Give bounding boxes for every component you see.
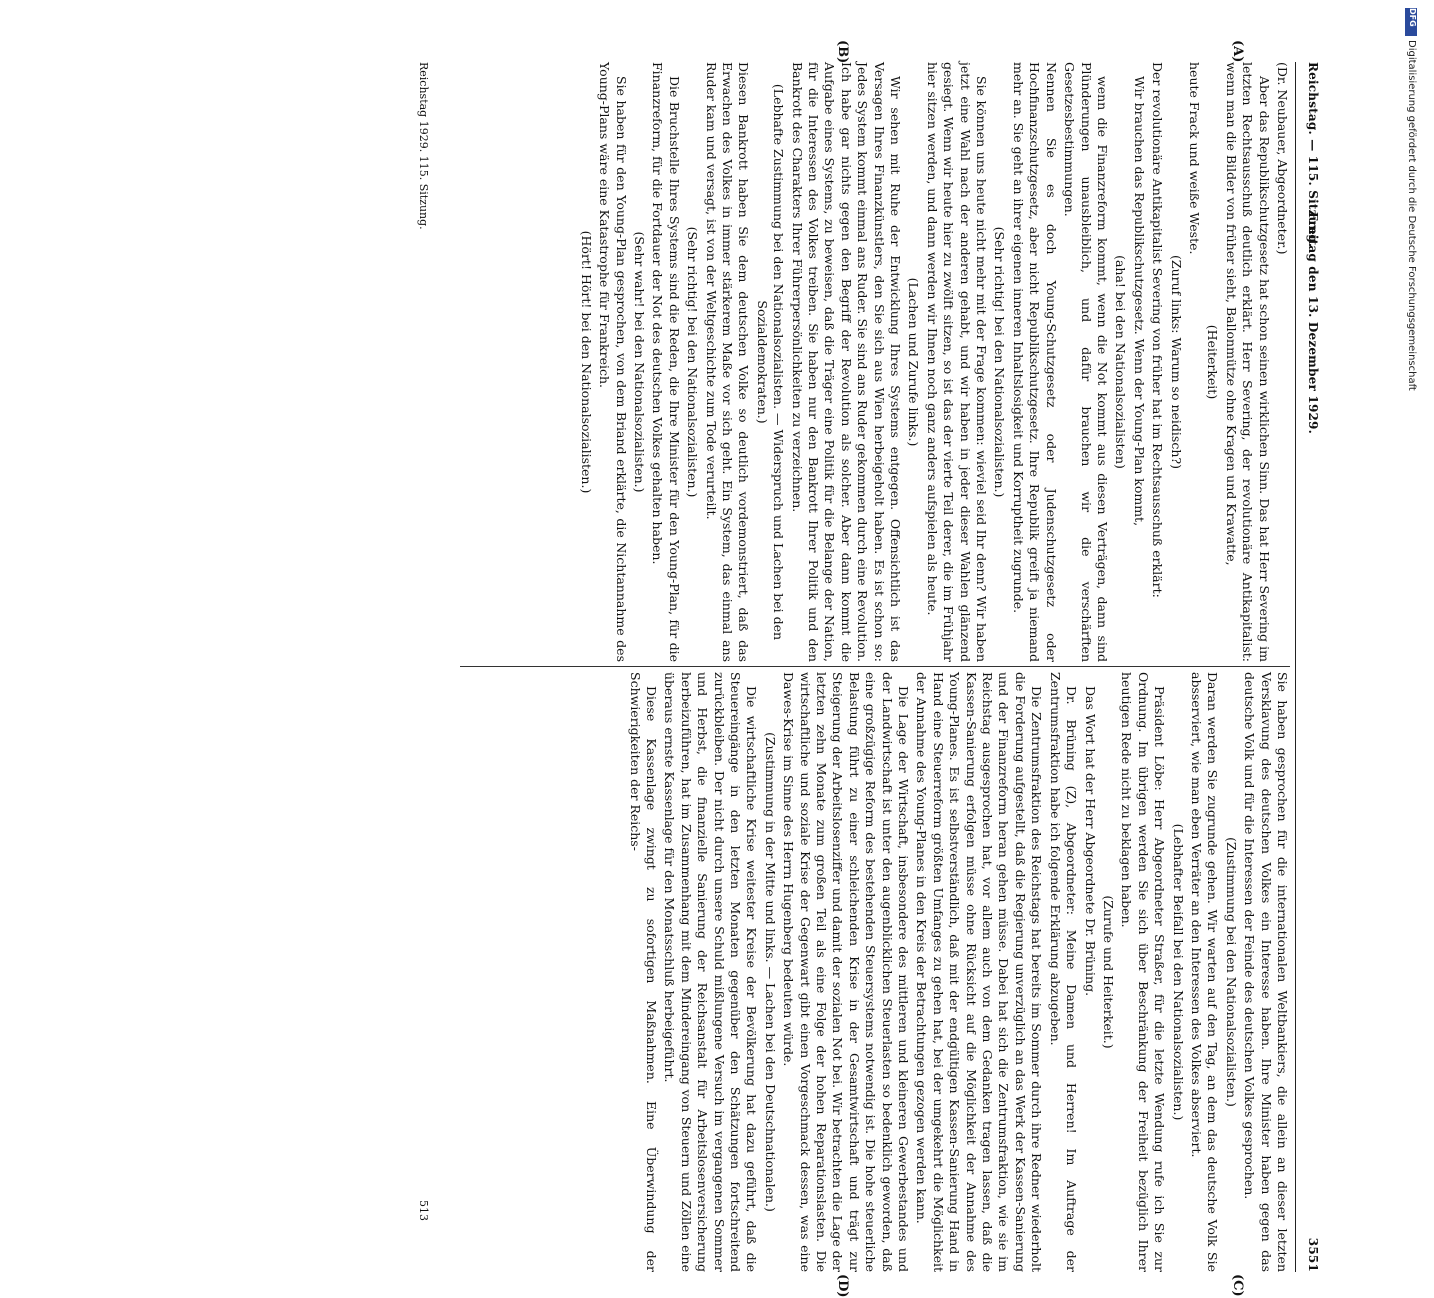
- margin-marker-c: (C): [1230, 1274, 1245, 1297]
- paragraph: Die Zentrumsfraktion des Reichstags hat bereits im Sommer durch ihre Redner wiederholt die Forderung aufgestellt, daß die Regierung unverzüglich an das Werk der Kassen-Sanierung und der Finanzreform heran gehen müsse. Dabei hat sich die Zentrumsfraktion, wie sie im Reichstag ausgesprochen hat, vor allem auch von dem Gedanken tragen lassen, daß die Kassen-Sanierung erfolgen müsse ohne Rücksicht auf die Möglichkeit der Annahme des Young-Planes. Es ist selbstverständlich, daß mit der endgültigen Kassen-Sanierung Hand in Hand eine Steuerreform größten Umfanges zu gehen hat, bei der umgekehrt die Möglichkeit der Annahme des Young-Planes in den Kreis der Betrachtungen gezogen werden kann.: [914, 672, 1045, 1272]
- paragraph: Wir sehen mit Ruhe der Entwicklung Ihres Systems entgegen. Offensichtlich ist das Versagen Ihres Finanzkünstlers, den Sie sich aus Wien herbeigeholt haben. Es ist schon so: Jedes System kommt einmal ans Ruder. Sie sind ans Ruder gekommen durch eine Revolution. Ich habe gar nichts gegen den Begriff der Revolution als solcher. Aber dann kommt die Aufgabe eines Systems, zu beweisen, daß die Träger eine Politik für die Belange der Nation, für die Interessen des Volkes treiben. Sie haben nur den Bankrott Ihrer Politik und den Bankrott des Charakters Ihrer Führerpersönlichkeiten zu verzeichnen.: [789, 62, 904, 662]
- paragraph: (Hört! Hört! bei den Nationalsozialisten.): [578, 230, 594, 494]
- right-column: [460, 672, 1290, 1272]
- paragraph: Diese Kassenlage zwingt zu sofortigen Maßnahmen. Eine Überwindung der Schwierigkeiten der Reichs-: [627, 672, 659, 1272]
- page-number: 3551: [1306, 1237, 1320, 1272]
- rotated-content: [40, 0, 1330, 1298]
- paragraph: (Sehr richtig! bei den Nationalsozialisten.): [992, 226, 1008, 498]
- paragraph: (Heiterkeit): [1205, 324, 1221, 400]
- paragraph: (Sehr richtig! bei den Nationalsozialisten.): [685, 226, 701, 498]
- page-header: [1300, 62, 1320, 1272]
- paragraph: Die wirtschaftliche Krise weitester Kreise der Bevölkerung hat dazu geführt, daß die Steuereingänge in den letzten Monaten gegenüber den Schätzungen fortschreitend zurückbleiben. Der nicht durch unsere Schuld mißlungene Versuch im vergangenen Sommer und Herbst, die finanzielle Sanierung der Reichsanstalt für Arbeitslosenversicherung herbeizuführen, hat im Zusammenhang mit dem Mindereingang von Steuern und Zöllen eine überaus ernste Kassenlage für den Monatsschluß herbeigeführt.: [662, 672, 760, 1272]
- header-rule: [1295, 62, 1296, 1272]
- header-left: Reichstag. — 115. Sitzung.: [1306, 62, 1320, 248]
- margin-marker-d: (D): [835, 1274, 850, 1298]
- paragraph: Aber das Republikschutzgesetz hat schon seinen wirklichen Sinn. Das hat Herr Severing im letzten Rechtsausschuß deutlich erklärt. Herr Severing, der revolutionäre Antikapitalist: wenn man die Bilder von früher sieht, Ballonmütze ohne Kragen und Krawatte,: [1223, 62, 1272, 662]
- paragraph: (Zurufe und Heiterkeit.): [1100, 895, 1116, 1049]
- paragraph: heute Frack und weiße Weste.: [1186, 62, 1202, 255]
- paragraph: Wir brauchen das Republikschutzgesetz. Wenn der Young-Plan kommt,: [1131, 76, 1147, 527]
- footer-left: Reichstag 1929. 115. Sitzung.: [417, 62, 430, 230]
- paragraph: (Zustimmung bei den Nationalsozialisten.): [1223, 837, 1239, 1107]
- margin-marker-b: (B): [835, 40, 850, 64]
- left-column: [460, 62, 1290, 662]
- paragraph: (Sehr wahr! bei den Nationalsozialisten.): [631, 231, 647, 493]
- paragraph: (aha! bei den Nationalsozialisten): [1113, 255, 1129, 469]
- side-note-text: Digitalisierung gefördert durch die Deutsche Forschungsgemeinschaft: [1406, 40, 1417, 391]
- paragraph: Sie haben gesprochen für die internationalen Weltbankiers, die allein an dieser letzten Versklavung des deutschen Volkes ein Interesse haben. Ihre Minister haben gegen das deutsche Volk und für die Interessen der Feinde des deutschen Volkes gesprochen.: [1242, 672, 1290, 1272]
- paragraph: Der revolutionäre Antikapitalist Severing von früher hat im Rechtsausschuß erklärt:: [1150, 62, 1166, 598]
- side-note: [1399, 40, 1423, 1000]
- paragraph: Die Bruchstelle Ihres Systems sind die Reden, die Ihre Minister für den Young-Plan, für die Finanzreform, für die Fortdauer der Not des deutschen Volkes gehalten haben.: [650, 62, 682, 662]
- dfg-logo: [1405, 8, 1417, 36]
- paragraph: (Dr. Neubauer, Abgeordneter.): [1275, 62, 1290, 255]
- paragraph: Diesen Bankrott haben Sie dem deutschen Volke so deutlich vordemonstriert, daß das Erwachen des Volkes in immer stärkerem Maße vor sich geht. Ein System, das einmal ans Ruder kam und versagt, ist von der Weltgeschichte zum Tode verurteilt.: [703, 62, 752, 662]
- paragraph: (Zustimmung in der Mitte und links. — Lachen bei den Deutschnationalen.): [762, 732, 778, 1212]
- paragraph: Daran werden Sie zugrunde gehen. Wir warten auf den Tag, an dem das deutsche Volk Sie absserviert, wie man eben Verräter an den Interessen des Volkes abserviert.: [1188, 672, 1221, 1272]
- paragraph: Dr. Brüning (Z), Abgeordneter: Meine Damen und Herren! Im Auftrage der Zentrumsfraktion habe ich folgende Erklärung abzugeben.: [1047, 672, 1080, 1272]
- paragraph: Präsident Löbe: Herr Abgeordneter Straßer, für die letzte Wendung rufe ich Sie zur Ordnung. Im übrigen werden Sie sich über Beschränkung der Freiheit bezüglich Ihrer heutigen Rede nicht zu beklagen haben.: [1119, 672, 1168, 1272]
- column-separator: [460, 666, 1290, 667]
- paragraph: Die Lage der Wirtschaft, insbesondere des mittleren und kleineren Gewerbestandes und der Landwirtschaft ist unter den augenblicklichen Steuerlasten so bedenklich geworden, daß eine großzügige Reform des bestehenden Steuersystems notwendig ist. Die hohe steuerliche Belastung führt zu einer schleichenden Krise in der Gesamtwirtschaft und trägt zur Steigerung der Arbeitslosenziffer und damit der sozialen Not bei. Wir betrachten die Lage der letzten zehn Monate zum großen Teil als eine Folge der hohen Reparationslasten. Die wirtschaftliche und soziale Krise der Gegenwart gibt einen Vorgeschmack dessen, was eine Dawes-Krise im Sinne des Herrn Hugenberg bedeuten würde.: [781, 672, 912, 1272]
- dfg-logo-text: DFG: [1408, 8, 1417, 27]
- footer-page-number: 513: [417, 1200, 430, 1221]
- paragraph: Nennen Sie es doch Young-Schutzgesetz oder Judenschutzgesetz oder Hochfinanzschutzgesetz, aber nicht Republikschutzgesetz. Ihre Republik greift ja niemand mehr an. Sie geht an ihrer eigenen inneren Inhaltslosigkeit und Korruptheit zugrunde.: [1010, 62, 1059, 662]
- paragraph: (Lebhafter Beifall bei den Nationalsozialisten.): [1170, 823, 1186, 1121]
- paragraph: (Lebhafte Zustimmung bei den Nationalsozialisten. — Widerspruch und Lachen bei den Sozialdemokraten.): [754, 83, 787, 641]
- paragraph: Sie haben für den Young-Plan gesprochen, von dem Briand erklärte, die Nichtannahme des Young-Plans wäre eine Katastrophe für Frankreich.: [597, 62, 629, 662]
- paragraph: (Zuruf links: Warum so neidisch?): [1168, 255, 1184, 469]
- paragraph: Sie können uns heute nicht mehr mit der Frage kommen: wieviel seid Ihr denn? Wir haben jetzt eine Wahl nach der anderen gehabt, und wir haben in jeder dieser Wahlen glänzend gesiegt. Wenn wir heute hier zu zwölft sitzen, so ist das der vierte Teil derer, die im Frühjahr hier sitzen werden, und dann werden wir Ihnen noch ganz anders aufspielen als heute.: [924, 62, 990, 662]
- paragraph: Das Wort hat der Herr Abgeordnete Dr. Brüning.: [1082, 686, 1098, 997]
- paragraph: (Lachen und Zurufe links.): [906, 277, 922, 447]
- margin-marker-a: (A): [1230, 40, 1245, 63]
- header-date: Freitag den 13. Dezember 1929.: [1306, 212, 1320, 434]
- paragraph: wenn die Finanzreform kommt, wenn die Not kommt aus diesen Verträgen, dann sind Plünderungen unausbleiblich, und dafür brauchen wir die verschärften Gesetzesbestimmungen.: [1062, 62, 1110, 662]
